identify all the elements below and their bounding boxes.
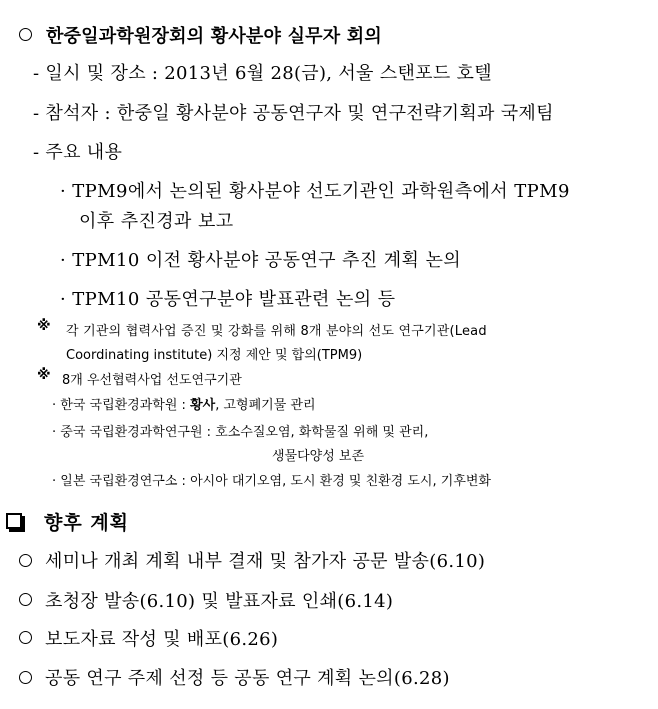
institute-china-cont: 생물다양성 보존 [272,449,365,464]
institute-china-suffix: 호소수질오염, 화학물질 위해 및 관리, [215,425,429,440]
institute-korea [52,394,316,413]
future-heading: 향후 계획 [44,512,130,534]
meeting-heading: 한중일과학원장회의 황사분야 실무자 회의 [46,26,382,47]
institute-china [52,421,428,440]
note-mark-1: ※ [37,318,51,334]
institute-korea-prefix: · 한국 국립환경과학원 : [52,398,191,413]
circle-bullet-icon [19,631,32,644]
plan-item-4: 공동 연구 주제 선정 등 공동 연구 계획 논의(6.28) [45,668,450,689]
institute-korea-bold: 황사 [190,398,216,413]
meeting-datetime-place: - 일시 및 장소 : 2013년 6월 28(금), 서울 스탠포드 호텔 [33,63,492,84]
note-2-line1: 8개 우선협력사업 선도연구기관 [62,373,242,388]
institute-china-prefix: · 중국 국립환경과학연구원 : [52,425,216,440]
institute-japan-prefix: · 일본 국립환경연구소 : [52,474,191,489]
meeting-main-contents: - 주요 내용 [33,142,123,163]
plan-item-3: 보도자료 작성 및 배포(6.26) [45,629,279,650]
note-1-line1: 각 기관의 협력사업 증진 및 강화를 위해 8개 분야의 선도 연구기관(Lead [66,324,487,339]
circle-bullet-icon [19,593,32,606]
institute-japan-suffix: 아시아 대기오염, 도시 환경 및 친환경 도시, 기후변화 [190,474,491,489]
square-bullet-icon [6,513,22,529]
note-1-line2: Coordinating institute) 지정 제안 및 합의(TPM9) [66,348,363,363]
plan-item-2: 초청장 발송(6.10) 및 발표자료 인쇄(6.14) [45,591,394,612]
note-mark-2: ※ [37,367,51,383]
circle-bullet-icon [19,28,32,41]
institute-japan [52,470,491,489]
circle-bullet-icon [19,671,32,684]
plan-item-1: 세미나 개최 계획 내부 결재 및 참가자 공문 발송(6.10) [45,551,486,572]
meeting-attendees: - 참석자 : 한중일 황사분야 공동연구자 및 연구전략기획과 국제팀 [33,103,554,124]
circle-bullet-icon [19,554,32,567]
institute-korea-suffix: , 고형폐기물 관리 [215,398,316,413]
content-item-1-line1: · TPM9에서 논의된 황사분야 선도기관인 과학원측에서 TPM9 [60,181,570,202]
content-item-2: · TPM10 이전 황사분야 공동연구 추진 계획 논의 [60,250,462,271]
content-item-3: · TPM10 공동연구분야 발표관련 논의 등 [60,289,396,310]
content-item-1-line2: 이후 추진경과 보고 [79,211,234,232]
